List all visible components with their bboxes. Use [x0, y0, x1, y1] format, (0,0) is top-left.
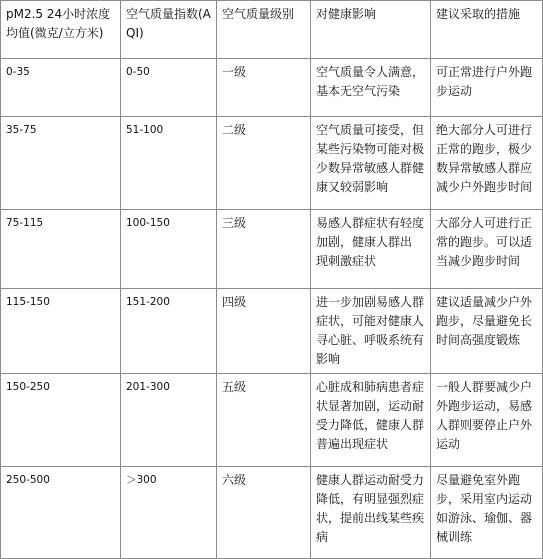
table-row	[1, 374, 543, 467]
table-row	[1, 289, 543, 374]
cell-health-impact: 健康人群运动耐受力降低，有明显强烈症状，提前出线某些疾病	[311, 467, 431, 559]
cell-health-impact: 空气质量令人满意，基本无空气污染	[311, 59, 431, 117]
cell-measures: 大部分人可进行正常的跑步。可以适当减少跑步时间	[431, 210, 543, 289]
table-row	[1, 59, 543, 117]
cell-aqi: 151-200	[121, 289, 217, 374]
cell-pm25: 75-115	[1, 210, 121, 289]
cell-measures: 建议适量减少户外跑步，尽量避免长时间高强度锻炼	[431, 289, 543, 374]
cell-measures: 一般人群要减少户外跑步运动，易感人群则要停止户外运动	[431, 374, 543, 467]
cell-level: 一级	[217, 59, 311, 117]
table-row	[1, 210, 543, 289]
table-row	[1, 467, 543, 559]
cell-pm25: 35-75	[1, 117, 121, 210]
cell-level: 二级	[217, 117, 311, 210]
cell-aqi: 0-50	[121, 59, 217, 117]
cell-pm25: 150-250	[1, 374, 121, 467]
header-level: 空气质量级别	[217, 1, 311, 59]
header-aqi: 空气质量指数(AQI)	[121, 1, 217, 59]
cell-aqi: 51-100	[121, 117, 217, 210]
cell-level: 五级	[217, 374, 311, 467]
cell-aqi: ＞300	[121, 467, 217, 559]
cell-aqi: 100-150	[121, 210, 217, 289]
cell-health-impact: 心脏成和肺病患者症状显著加剧，运动耐受力降低，健康人群普遍出现症状	[311, 374, 431, 467]
header-health-impact: 对健康影响	[311, 1, 431, 59]
cell-measures: 绝大部分人可进行正常的跑步，极少数异常敏感人群应减少户外跑步时间	[431, 117, 543, 210]
cell-level: 六级	[217, 467, 311, 559]
cell-aqi: 201-300	[121, 374, 217, 467]
cell-pm25: 115-150	[1, 289, 121, 374]
cell-health-impact: 空气质量可接受，但某些污染物可能对极少数异常敏感人群健康又较弱影响	[311, 117, 431, 210]
cell-level: 三级	[217, 210, 311, 289]
cell-pm25: 0-35	[1, 59, 121, 117]
table-header-row	[1, 1, 543, 59]
header-measures: 建议采取的措施	[431, 1, 543, 59]
cell-level: 四级	[217, 289, 311, 374]
table-row	[1, 117, 543, 210]
cell-health-impact: 进一步加剧易感人群症状，可能对健康人寻心脏、呼吸系统有影响	[311, 289, 431, 374]
cell-pm25: 250-500	[1, 467, 121, 559]
cell-measures: 尽量避免室外跑步，采用室内运动如游泳、瑜伽、器械训练	[431, 467, 543, 559]
cell-health-impact: 易感人群症状有轻度加剧，健康人群出 现刺激症状	[311, 210, 431, 289]
cell-measures: 可正常进行户外跑步运动	[431, 59, 543, 117]
header-pm25: pM2.5 24小时浓度均值(微克/立方米)	[1, 1, 121, 59]
